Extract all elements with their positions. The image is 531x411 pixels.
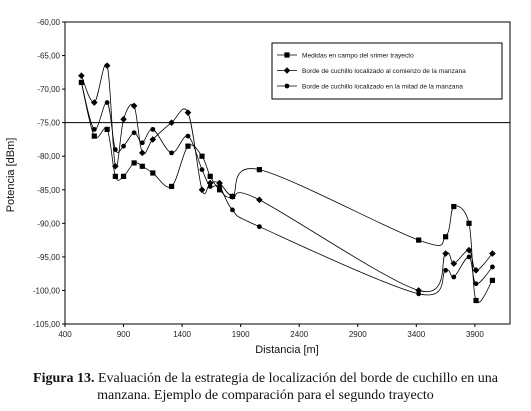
data-point xyxy=(140,140,145,145)
data-point xyxy=(490,265,495,270)
y-axis-ticks xyxy=(33,18,65,329)
data-point xyxy=(169,184,174,189)
data-point xyxy=(105,100,110,105)
y-tick-label: -85,00 xyxy=(37,185,60,195)
y-tick-label: -75,00 xyxy=(37,118,60,128)
data-point xyxy=(132,130,137,135)
data-point xyxy=(443,234,448,239)
data-point xyxy=(79,80,84,85)
data-point xyxy=(113,174,118,179)
x-tick-label: 3900 xyxy=(465,330,484,339)
y-tick-label: -70,00 xyxy=(37,85,60,95)
data-point xyxy=(105,127,110,132)
x-axis-ticks xyxy=(58,324,484,339)
legend-marker xyxy=(285,84,290,89)
data-point xyxy=(451,275,456,280)
data-point xyxy=(416,291,421,296)
y-tick-label: -60,00 xyxy=(37,18,60,27)
data-point xyxy=(113,147,118,152)
caption-text: Evaluación de la estrategia de localización del borde de cuchillo en una manzana. Ejemplo de comparación para el segundo trayecto xyxy=(97,371,498,403)
data-point xyxy=(169,150,174,155)
x-tick-label: 2400 xyxy=(290,330,309,339)
y-axis-title: Potencia [dBm] xyxy=(5,137,17,213)
x-tick-label: 3400 xyxy=(407,330,426,339)
data-point xyxy=(131,160,136,165)
x-tick-label: 1400 xyxy=(173,330,192,339)
data-point xyxy=(199,154,204,159)
data-point xyxy=(92,127,97,132)
legend-label: Borde de cuchillo localizado en la mitad de la manzana xyxy=(302,83,463,91)
data-point xyxy=(490,278,495,283)
legend xyxy=(272,43,502,99)
x-axis-title: Distancia [m] xyxy=(255,344,319,356)
caption-label: Figura 13. xyxy=(33,371,95,386)
data-point xyxy=(186,134,191,139)
data-point xyxy=(200,167,205,172)
legend-label: Borde de cuchillo localizado al comienzo de la manzana xyxy=(302,67,466,75)
data-point xyxy=(443,268,448,273)
data-point xyxy=(451,204,456,209)
data-point xyxy=(217,184,222,189)
data-point xyxy=(257,224,262,229)
y-tick-label: -95,00 xyxy=(37,252,60,262)
y-tick-label: -105,00 xyxy=(32,320,60,329)
data-point xyxy=(474,281,479,286)
data-point xyxy=(140,164,145,169)
y-tick-label: -100,00 xyxy=(32,286,60,296)
legend-label: Medidas en campo del srimer trayecto xyxy=(302,52,414,60)
x-tick-label: 400 xyxy=(58,330,72,339)
y-tick-label: -65,00 xyxy=(37,51,60,61)
data-point xyxy=(466,221,471,226)
data-point xyxy=(121,144,126,149)
legend-marker xyxy=(284,52,289,57)
x-tick-label: 2900 xyxy=(348,330,367,339)
data-point xyxy=(473,298,478,303)
data-point xyxy=(416,238,421,243)
data-point xyxy=(150,127,155,132)
data-point xyxy=(208,174,213,179)
data-point xyxy=(208,184,213,189)
data-point xyxy=(257,167,262,172)
data-point xyxy=(230,208,235,213)
data-point xyxy=(467,254,472,259)
data-point xyxy=(150,170,155,175)
y-tick-label: -90,00 xyxy=(37,219,60,229)
data-point xyxy=(185,144,190,149)
data-point xyxy=(92,133,97,138)
y-tick-label: -80,00 xyxy=(37,152,60,162)
x-tick-label: 900 xyxy=(116,330,131,339)
x-tick-label: 1900 xyxy=(231,330,250,339)
figure-caption xyxy=(8,370,523,404)
data-point xyxy=(121,174,126,179)
